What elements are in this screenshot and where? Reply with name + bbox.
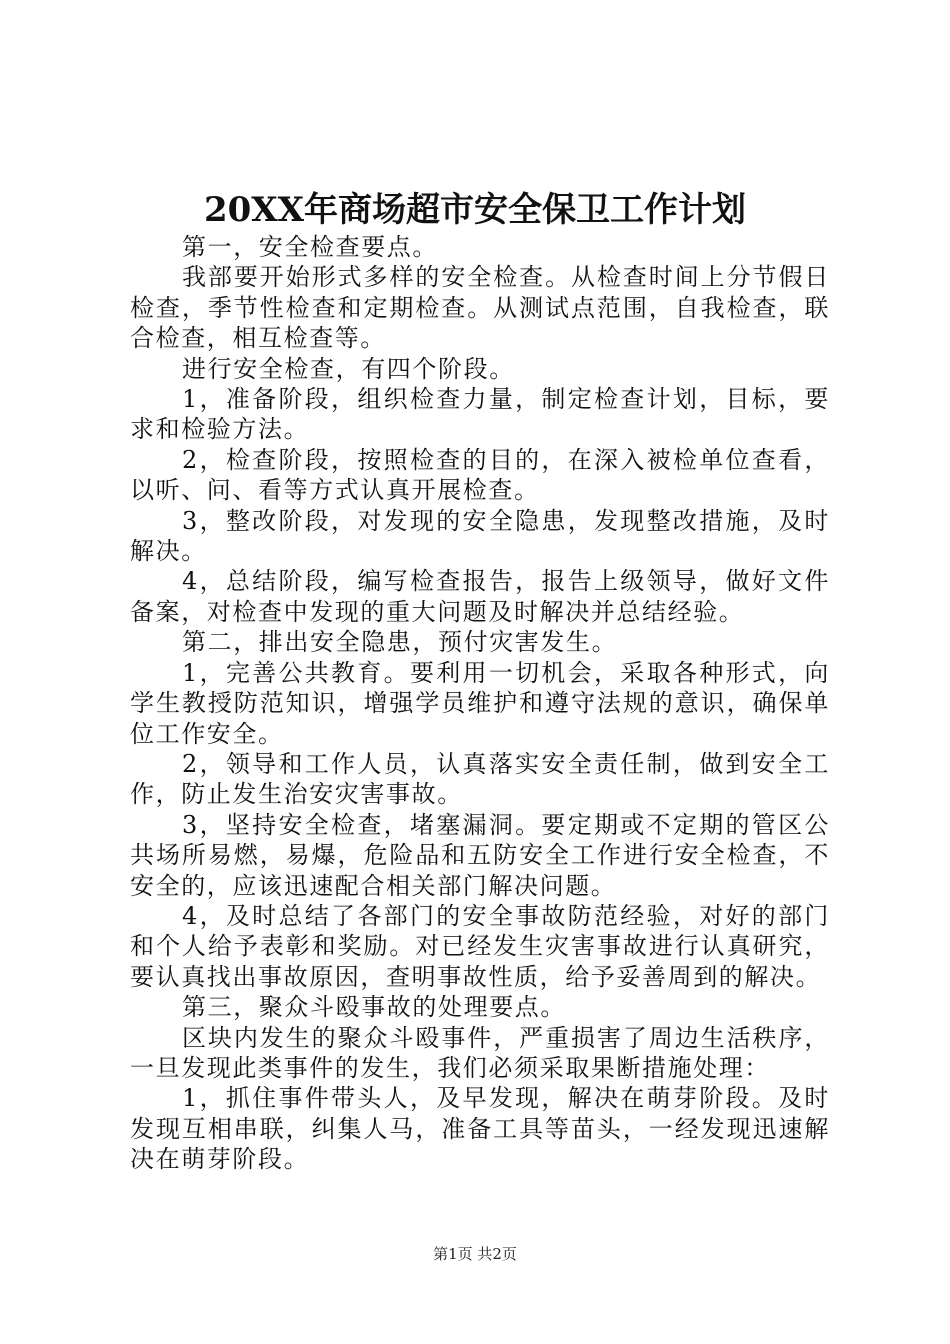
paragraph: 区块内发生的聚众斗殴事件，严重损害了周边生活秩序，一旦发现此类事件的发生，我们必须采取果断措施处理： xyxy=(130,1023,830,1082)
list-item: 3，坚持安全检查，堵塞漏洞。要定期或不定期的管区公共场所易燃，易爆，危险品和五防安全工作进行安全检查，不安全的，应该迅速配合相关部门解决问题。 xyxy=(130,810,830,900)
list-item: 1，抓住事件带头人，及早发现，解决在萌芽阶段。及时发现互相串联，纠集人马，准备工具等苗头，一经发现迅速解决在萌芽阶段。 xyxy=(130,1084,830,1174)
section-heading-3: 第三，聚众斗殴事故的处理要点。 xyxy=(182,993,566,1022)
page-footer: 第1页 共2页 xyxy=(433,1245,517,1263)
list-item: 1，准备阶段，组织检查力量，制定检查计划，目标，要求和检验方法。 xyxy=(130,385,830,444)
section-heading-2: 第二，排出安全隐患，预付灾害发生。 xyxy=(182,628,618,657)
paragraph: 我部要开始形式多样的安全检查。从检查时间上分节假日检查，季节性检查和定期检查。从测试点范围，自我检查，联合检查，相互检查等。 xyxy=(130,263,830,353)
list-item: 2，领导和工作人员，认真落实安全责任制，做到安全工作，防止发生治安灾害事故。 xyxy=(130,749,830,809)
list-item: 2，检查阶段，按照检查的目的，在深入被检单位查看，以听、问、看等方式认真开展检查。 xyxy=(130,445,830,505)
document-body xyxy=(130,232,830,1175)
document-title: 20XX年商场超市安全保卫工作计划 xyxy=(203,190,747,230)
list-item: 4，及时总结了各部门的安全事故防范经验，对好的部门和个人给予表彰和奖励。对已经发生灾害事故进行认真研究，要认真找出事故原因，查明事故性质，给予妥善周到的解决。 xyxy=(130,901,830,991)
list-item: 3，整改阶段，对发现的安全隐患，发现整改措施，及时解决。 xyxy=(130,506,830,566)
section-heading-1: 第一，安全检查要点。 xyxy=(182,233,438,261)
list-item: 4，总结阶段，编写检查报告，报告上级领导，做好文件备案，对检查中发现的重大问题及时解决并总结经验。 xyxy=(130,567,830,626)
paragraph: 进行安全检查，有四个阶段。 xyxy=(182,354,515,383)
list-item: 1，完善公共教育。要利用一切机会，采取各种形式，向学生教授防范知识，增强学员维护和遵守法规的意识，确保单位工作安全。 xyxy=(130,658,830,748)
